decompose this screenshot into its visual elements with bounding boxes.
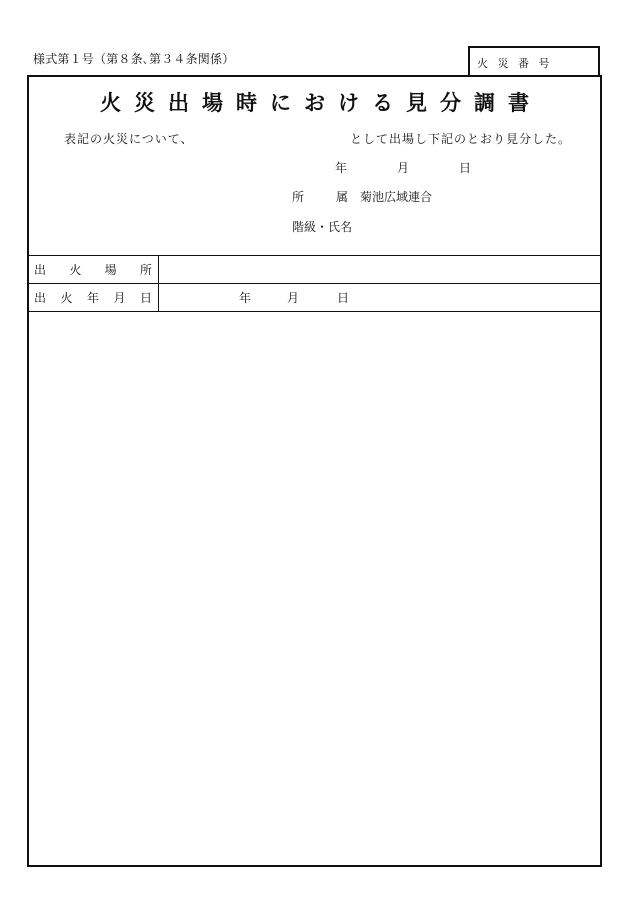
fire-date-day-label: 日 — [337, 291, 350, 305]
fire-date-char: 年 — [86, 291, 99, 305]
fire-date-char: 月 — [113, 291, 126, 305]
fire-location-char: 所 — [139, 263, 152, 277]
fire-date-char: 出 — [34, 291, 47, 305]
rank-name-label: 階級・氏名 — [292, 220, 353, 234]
fire-date-month-label: 月 — [287, 291, 300, 305]
report-date-year-label: 年 — [335, 161, 348, 175]
table-column-divider — [158, 255, 159, 311]
affiliation-label-first: 所 — [292, 190, 305, 204]
intro-text-left: 表記の火災について、 — [64, 132, 194, 146]
fire-location-char: 場 — [104, 263, 117, 277]
document-title: 火災出場時における見分調書 — [100, 90, 542, 115]
affiliation-value: 菊池広域連合 — [360, 190, 433, 204]
report-date-day-label: 日 — [459, 161, 472, 175]
fire-location-char: 火 — [69, 263, 82, 277]
inspection-report-frame — [27, 75, 602, 867]
fire-date-year-label: 年 — [239, 291, 252, 305]
fire-number-label: 火 災 番 号 — [477, 57, 553, 70]
fire-date-char: 日 — [139, 291, 152, 305]
fire-date-label — [29, 284, 158, 312]
fire-date-char: 火 — [60, 291, 73, 305]
form-number-label: 様式第１号（第８条､第３４条関係） — [33, 52, 235, 66]
fire-location-label — [29, 256, 158, 284]
fire-number-box — [468, 46, 600, 75]
intro-text-right: として出場し下記のとおり見分した。 — [350, 132, 572, 146]
fire-location-char: 出 — [34, 263, 47, 277]
report-date-month-label: 月 — [397, 161, 410, 175]
affiliation-label-second: 属 — [336, 190, 349, 204]
